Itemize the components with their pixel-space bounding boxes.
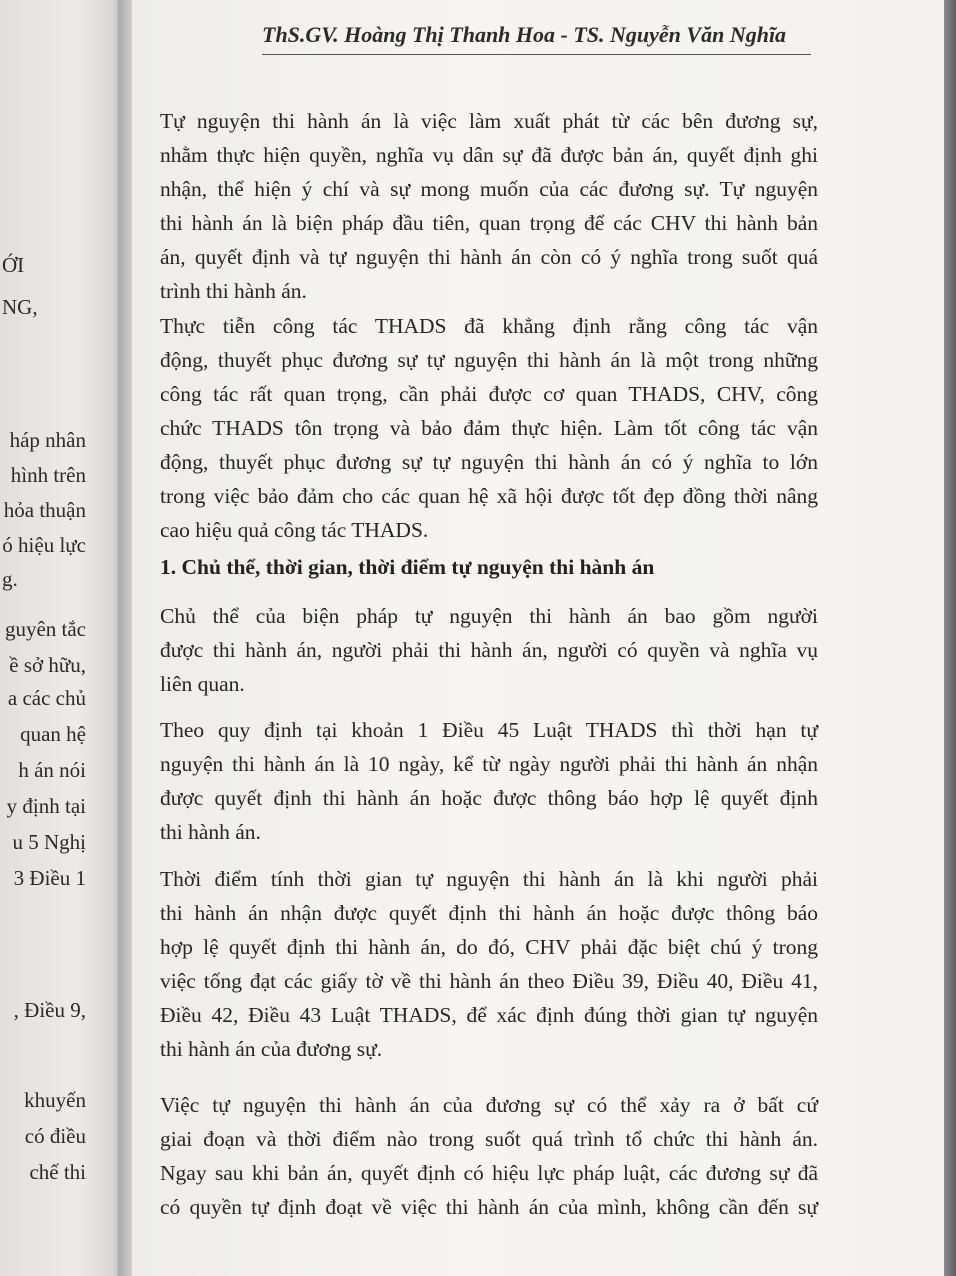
left-fragment: có điều — [24, 1124, 86, 1148]
header-rule — [262, 54, 811, 55]
left-fragment: u 5 Nghị — [12, 830, 86, 854]
left-fragment: g. — [2, 567, 18, 591]
paragraph-line: giai đoạn và thời điểm nào trong suốt quá trình tổ chức thi hành án. — [160, 1127, 818, 1151]
left-fragment: y định tại — [6, 794, 86, 818]
left-fragment: guyên tắc — [4, 617, 86, 641]
paragraph-line: trình thi hành án. — [160, 279, 307, 303]
paragraph-line: được thi hành án, người phải thi hành án, người có quyền và nghĩa vụ — [160, 638, 818, 662]
paragraph-line: thi hành án là biện pháp đầu tiên, quan trọng để các CHV thi hành bản — [160, 211, 818, 235]
left-fragment: h án nói — [18, 758, 86, 782]
paragraph-line: nhằm thực hiện quyền, nghĩa vụ dân sự đã được bản án, quyết định ghi — [160, 143, 818, 167]
left-fragment: 3 Điều 1 — [13, 866, 86, 890]
page-edge — [944, 0, 956, 1276]
paragraph-line: động, thuyết phục đương sự tự nguyện thi hành án là một trong những — [160, 348, 818, 372]
paragraph-line: trong việc bảo đảm cho các quan hệ xã hội được tốt đẹp đồng thời nâng — [160, 484, 818, 508]
paragraph-line: cao hiệu quả công tác THADS. — [160, 518, 429, 542]
paragraph-line: chức THADS tôn trọng và bảo đảm thực hiện. Làm tốt công tác vận — [160, 416, 818, 440]
paragraph-line: Thực tiễn công tác THADS đã khẳng định rằng công tác vận — [160, 314, 818, 338]
line-text: Tự nguyện thi hành án là việc làm xuất phát từ các bên đương sự, — [160, 109, 818, 133]
left-fragment: quan hệ — [20, 722, 86, 746]
paragraph-line: có quyền tự định đoạt về việc thi hành án của mình, không cần đến sự — [160, 1195, 818, 1219]
paragraph-line: nhận, thể hiện ý chí và sự mong muốn của các đương sự. Tự nguyện — [160, 177, 818, 201]
paragraph-line: Điều 42, Điều 43 Luật THADS, để xác định đúng thời gian tự nguyện — [160, 1003, 818, 1027]
left-fragment: hỏa thuận — [3, 498, 86, 522]
paragraph-line: án, quyết định và tự nguyện thi hành án còn có ý nghĩa trong suốt quá — [160, 245, 818, 269]
section-heading: 1. Chủ thể, thời gian, thời điểm tự nguyện thi hành án — [160, 555, 655, 579]
left-fragment: ề sở hữu, — [9, 653, 86, 677]
left-fragment: a các chủ — [7, 686, 86, 710]
paragraph-line: động, thuyết phục đương sự tự nguyện thi hành án có ý nghĩa to lớn — [160, 450, 818, 474]
paragraph-line: thi hành án của đương sự. — [160, 1037, 383, 1061]
paragraph-line: thi hành án nhận được quyết định thi hành án hoặc được thông báo — [160, 901, 818, 925]
left-fragment: ỚI — [2, 253, 25, 277]
paragraph-line: công tác rất quan trọng, cần phải được cơ quan THADS, CHV, công — [160, 382, 818, 406]
paragraph-line: Theo quy định tại khoản 1 Điều 45 Luật THADS thì thời hạn tự — [160, 718, 818, 742]
paragraph-line: việc tống đạt các giấy tờ về thi hành án theo Điều 39, Điều 40, Điều 41, — [160, 969, 818, 993]
paragraph-line: Chủ thể của biện pháp tự nguyện thi hành án bao gồm người — [160, 604, 818, 628]
paragraph-line: Việc tự nguyện thi hành án của đương sự có thể xảy ra ở bất cứ — [160, 1093, 818, 1117]
paragraph-line: nguyện thi hành án là 10 ngày, kể từ ngày người phải thi hành án nhận — [160, 752, 818, 776]
left-fragment: hình trên — [10, 463, 86, 487]
paragraph-line: Ngay sau khi bản án, quyết định có hiệu lực pháp luật, các đương sự đã — [160, 1161, 818, 1185]
left-fragment: chế thi — [29, 1160, 86, 1184]
left-fragment: háp nhân — [9, 428, 86, 452]
paragraph-line: liên quan. — [160, 672, 245, 696]
left-page — [0, 0, 128, 1276]
left-fragment: , Điều 9, — [13, 998, 86, 1022]
paragraph-line: hợp lệ quyết định thi hành án, do đó, CHV phải đặc biệt chú ý trong — [160, 935, 818, 959]
paragraph-line: Thời điểm tính thời gian tự nguyện thi hành án là khi người phải — [160, 867, 818, 891]
left-fragment: ó hiệu lực — [2, 533, 86, 557]
left-fragment: NG, — [2, 295, 38, 319]
running-header: ThS.GV. Hoàng Thị Thanh Hoa - TS. Nguyễn Văn Nghĩa — [262, 22, 787, 47]
paragraph-line: được quyết định thi hành án hoặc được thông báo hợp lệ quyết định — [160, 786, 818, 810]
paragraph-line — [160, 108, 818, 134]
left-fragment: khuyến — [24, 1088, 86, 1112]
paragraph-line: thi hành án. — [160, 820, 261, 844]
